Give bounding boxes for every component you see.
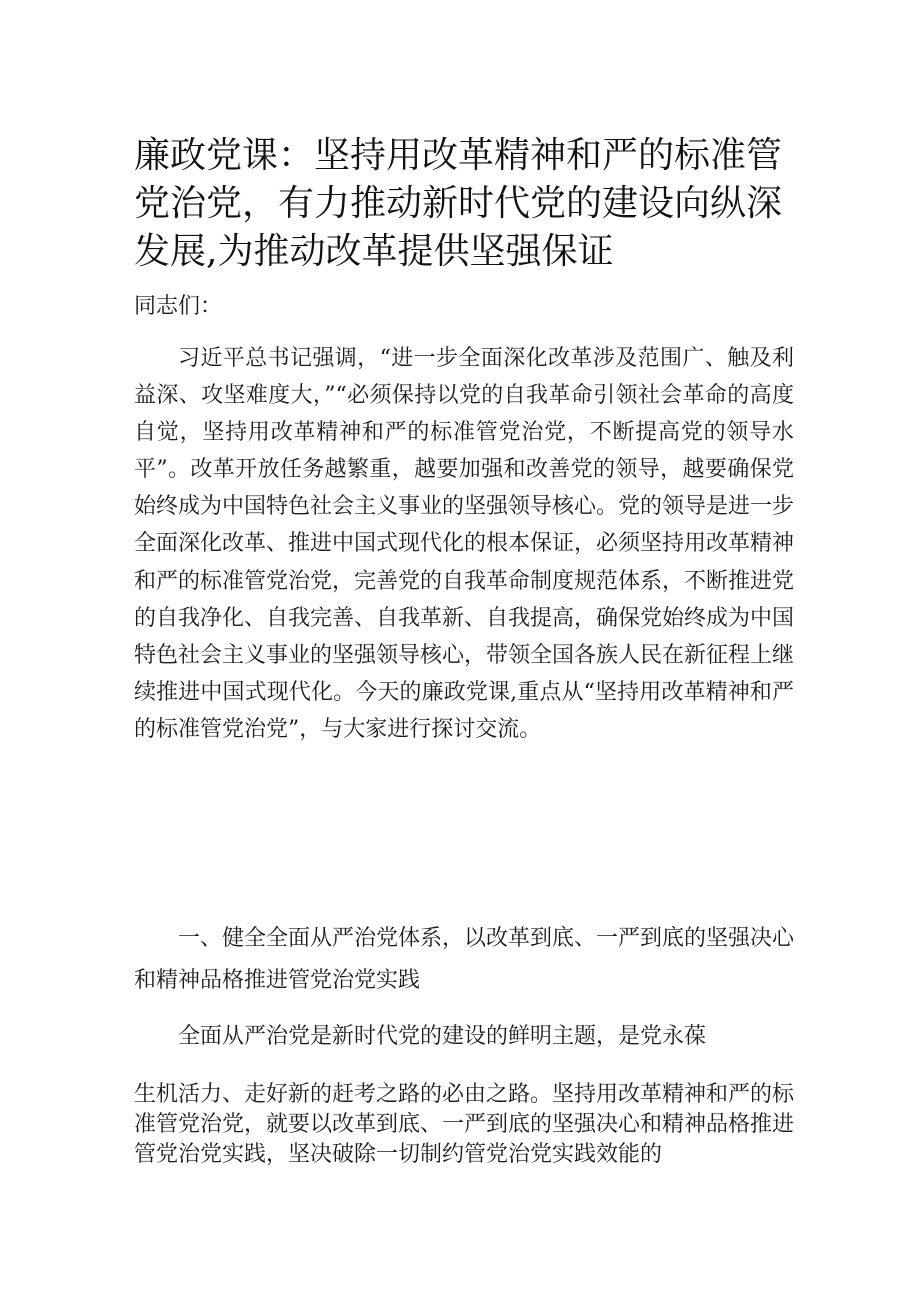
section-heading-1: 一、健全全面从严治党体系，以改革到底、一严到底的坚强决心和精神品格推进管党治党实践 (134, 926, 795, 993)
paragraph-section1-start: 全面从严治党是新时代党的建设的鲜明主题，是党永葆 (178, 1024, 707, 1049)
document-title: 廉政党课：坚持用改革精神和严的标准管党治党，有力推动新时代党的建设向纵深发展,为推动改革提供坚强保证 (134, 135, 783, 272)
paragraph-section1-continued: 生机活力、走好新的赶考之路的必由之路。坚持用改革精神和严的标准管党治党，就要以改革到底、一严到底的坚强决心和精神品格推进管党治党实践，坚决破除一切制约管党治党实践效能的 (134, 1082, 795, 1167)
salutation: 同志们： (134, 294, 223, 319)
paragraph-intro: 习近平总书记强调，“进一步全面深化改革涉及范围广、触及利益深、攻坚难度大，”“必须保持以党的自我革命引领社会革命的高度自觉，坚持用改革精神和严的标准管党治党，不断提高党的领导水平”。改革开放任务越繁重，越要加强和改善党的领导，越要确保党始终成为中国特色社会主义事业的坚强领导核心。党的领导是进一步全面深化改革、推进中国式现代化的根本保证，必须坚持用改革精神和严的标准管党治党，完善党的自我革命制度规范体系，不断推进党的自我净化、自我完善、自我革新、自我提高，确保党始终成为中国特色社会主义事业的坚强领导核心，带领全国各族人民在新征程上继续推进中国式现代化。今天的廉政党课,重点从“坚持用改革精神和严的标准管党治党”，与大家进行探讨交流。 (134, 346, 795, 742)
